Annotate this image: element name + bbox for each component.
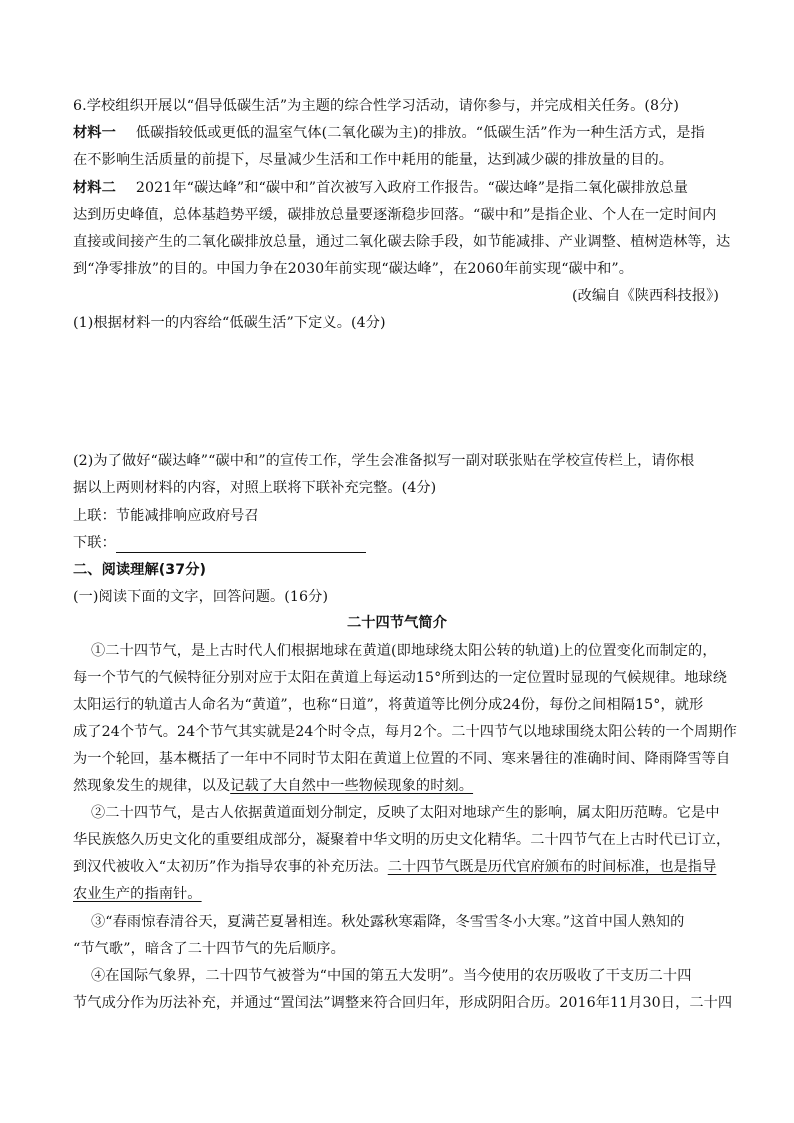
material-2-line-3: 直接或间接产生的二氧化碳排放总量，通过二氧化碳去除手段，如节能减排、产业调整、植树造林等，达 [73, 234, 731, 250]
underlined-sentence-2: 二十四节气既是历代官府颁布的时间标准，也是指导 [387, 859, 717, 875]
paragraph-1-line-1: ①二十四节气，是上古时代人们根据地球在黄道(即地球绕太阳公转的轨道)上的位置变化而制定的， [91, 643, 717, 659]
paragraph-2-line-2: 华民族悠久历史文化的重要组成部分，凝聚着中华文明的历史文化精华。二十四节气在上古时代已订立， [73, 832, 731, 848]
paragraph-2-line-1: ②二十四节气，是古人依据黄道面划分制定，反映了太阳对地球产生的影响，属太阳历范畴。它是中 [91, 805, 720, 821]
question-6-intro: 6.学校组织开展以“倡导低碳生活”为主题的综合性学习活动，请你参与，并完成相关任务。(8分) [73, 98, 680, 114]
material-2-label: 材料二 [73, 180, 116, 196]
paragraph-1-line-5: 为一个轮回，基本概括了一年中不同时节太阳在黄道上位置的不同、寒来暑往的准确时间、降雨降雪等自 [73, 751, 731, 767]
sub-question-2-line-2: 据以上两则材料的内容，对照上联将下联补充完整。(4分) [73, 480, 437, 496]
couplet-upper: 上联：节能减排响应政府号召 [73, 508, 259, 524]
material-1-line-2: 在不影响生活质量的前提下，尽量减少生活和工作中耗用的能量，达到减少碳的排放量的目的。 [73, 152, 674, 168]
paragraph-1-line-3: 太阳运行的轨道古人命名为“黄道”，也称“日道”，将黄道等比例分成24份，每份之间相隔15°，就形 [73, 697, 704, 713]
passage-title: 二十四节气简介 [346, 615, 447, 631]
paragraph-2-line-3: 到汉代被收入“太初历”作为指导农事的补充历法。二十四节气既是历代官府颁布的时间标准，也是指导 [73, 859, 717, 875]
paragraph-1-line-6: 然现象发生的规律，以及记载了大自然中一些物候现象的时刻。 [73, 778, 474, 794]
paragraph-1-line-2: 每一个节气的气候特征分别对应于太阳在黄道上每运动15°所到达的一定位置时显现的气候规律。地球绕 [73, 670, 728, 686]
underlined-sentence-2-end: 农业生产的指南针。 [73, 886, 202, 902]
sub-question-1: (1)根据材料一的内容给“低碳生活”下定义。(4分) [73, 315, 386, 331]
paragraph-2-line-4 [73, 884, 723, 904]
material-2-line-2: 达到历史峰值，总体基趋势平缓，碳排放总量要逐渐稳步回落。“碳中和”是指企业、个人在一定时间内 [73, 207, 717, 223]
paragraph-4-line-1: ④在国际气象界，二十四节气被誉为“中国的第五大发明”。当今使用的农历吸收了干支历二十四 [91, 968, 692, 984]
material-source: (改编自《陕西科技报》) [571, 288, 719, 304]
material-1-label: 材料一 [73, 125, 116, 141]
sub-question-2-line-1: (2)为了做好“碳达峰”“碳中和”的宣传工作，学生会准备拟写一副对联张贴在学校宣传栏上，请你根 [73, 453, 695, 469]
paragraph-3-line-1: ③“春雨惊春清谷天，夏满芒夏暑相连。秋处露秋寒霜降，冬雪雪冬小大寒。”这首中国人熟知的 [91, 914, 685, 930]
answer-blank[interactable] [116, 536, 366, 553]
material-2-line-4: 到“净零排放”的目的。中国力争在2030年前实现“碳达峰”，在2060年前实现“碳中和”。 [73, 261, 634, 277]
material-1-line-1: 材料一 低碳指较低或更低的温室气体(二氧化碳为主)的排放。“低碳生活”作为一种生活方式，是指 [73, 125, 705, 141]
paragraph-4-line-2: 节气成分作为历法补充，并通过“置闰法”调整来符合回归年，形成阴阳合历。2016年11月30日，二十四 [73, 995, 733, 1011]
paragraph-1-line-4: 成了24个节气。24个节气其实就是24个时令点，每月2个。二十四节气以地球围绕太阳公转的一个周期作 [73, 724, 737, 740]
underlined-sentence-1: 记载了大自然中一些物候现象的时刻。 [230, 778, 474, 794]
section-2-heading: 二、阅读理解(37分) [73, 562, 207, 578]
material-2-line-1: 材料二 2021年“碳达峰”和“碳中和”首次被写入政府工作报告。“碳达峰”是指二氧化碳排放总量 [73, 180, 688, 196]
paragraph-3-line-2: “节气歌”，暗含了二十四节气的先后顺序。 [73, 941, 345, 957]
couplet-lower: 下联： [73, 533, 723, 553]
part-1-instruction: (一)阅读下面的文字，回答问题。(16分) [73, 589, 329, 605]
